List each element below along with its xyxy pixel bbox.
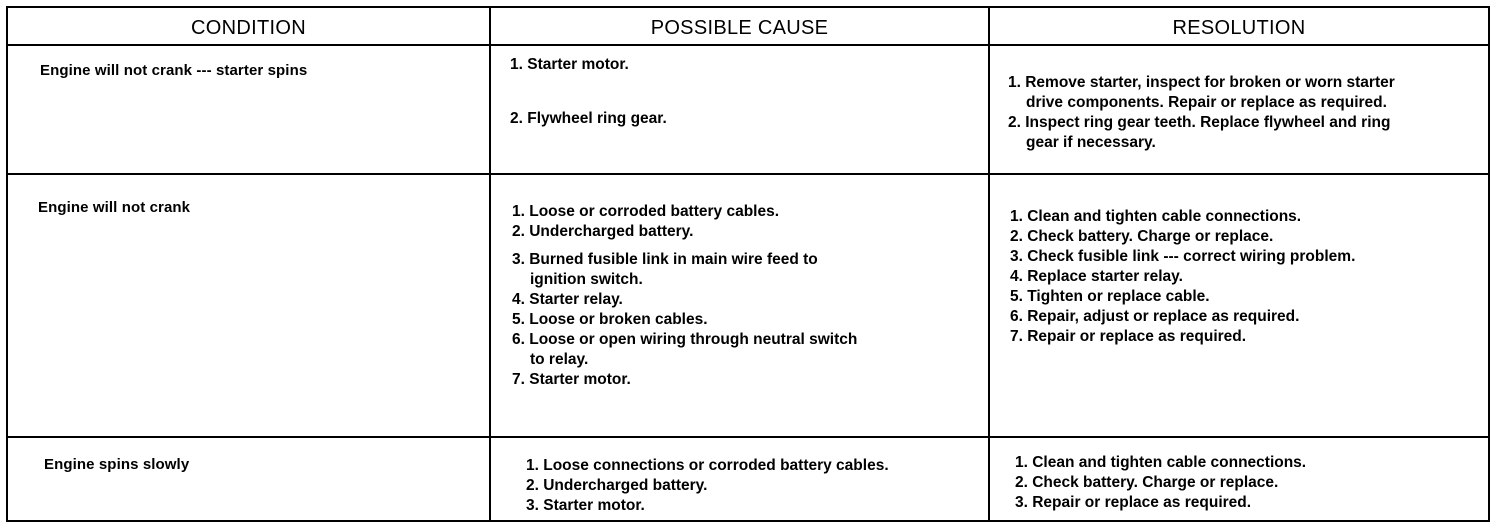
row-3-resolution-2: 2. Check battery. Charge or replace.: [1015, 474, 1279, 491]
row-1-cause-2: 2. Flywheel ring gear.: [510, 110, 667, 127]
column-divider-1: [489, 6, 491, 522]
header-divider: [6, 44, 1490, 46]
row-2-resolution-5: 5. Tighten or replace cable.: [1010, 288, 1210, 305]
header-possible-cause: POSSIBLE CAUSE: [650, 17, 829, 39]
row-2-cause-5: 5. Loose or broken cables.: [512, 311, 708, 328]
row-1-resolution-2: 2. Inspect ring gear teeth. Replace flywheel and ring: [1008, 114, 1391, 131]
row-2-resolution-6: 6. Repair, adjust or replace as required.: [1010, 308, 1300, 325]
row-1-resolution-1: 1. Remove starter, inspect for broken or worn starter: [1008, 74, 1395, 91]
row-1-resolution-2-cont: gear if necessary.: [1026, 134, 1156, 151]
row-2-cause-2: 2. Undercharged battery.: [512, 223, 694, 240]
row-divider-1: [6, 173, 1490, 175]
row-2-resolution-4: 4. Replace starter relay.: [1010, 268, 1183, 285]
row-3-cause-3: 3. Starter motor.: [526, 497, 645, 514]
row-1-condition: Engine will not crank --- starter spins: [40, 62, 308, 79]
row-divider-2: [6, 436, 1490, 438]
row-2-resolution-2: 2. Check battery. Charge or replace.: [1010, 228, 1274, 245]
row-3-resolutions: [1015, 453, 1306, 513]
row-2-resolutions: [1010, 207, 1355, 347]
row-2-resolution-7: 7. Repair or replace as required.: [1010, 328, 1247, 345]
row-2-cause-1: 1. Loose or corroded battery cables.: [512, 203, 780, 220]
row-2-condition: Engine will not crank: [38, 199, 191, 216]
header-condition: CONDITION: [191, 17, 306, 39]
row-2-cause-3-cont: ignition switch.: [530, 271, 643, 288]
row-1-resolutions: [1008, 73, 1395, 153]
row-2-cause-6: 6. Loose or open wiring through neutral switch: [512, 331, 858, 348]
row-3-condition: Engine spins slowly: [44, 456, 190, 473]
header-resolution: RESOLUTION: [1172, 17, 1306, 39]
row-2-resolution-3: 3. Check fusible link --- correct wiring problem.: [1010, 248, 1356, 265]
row-3-causes: [526, 456, 889, 516]
row-2-cause-7: 7. Starter motor.: [512, 371, 631, 388]
row-1-cause-1: 1. Starter motor.: [510, 56, 629, 73]
row-1-resolution-1-cont: drive components. Repair or replace as required.: [1026, 94, 1387, 111]
row-3-cause-2: 2. Undercharged battery.: [526, 477, 708, 494]
row-2-cause-3: 3. Burned fusible link in main wire feed to: [512, 251, 818, 268]
row-2-causes: [512, 202, 857, 390]
row-2-resolution-1: 1. Clean and tighten cable connections.: [1010, 208, 1302, 225]
column-divider-2: [988, 6, 990, 522]
row-2-cause-6-cont: to relay.: [530, 351, 589, 368]
row-3-resolution-1: 1. Clean and tighten cable connections.: [1015, 454, 1307, 471]
row-1-causes: [510, 55, 667, 129]
row-3-cause-1: 1. Loose connections or corroded battery cables.: [526, 457, 889, 474]
row-2-cause-4: 4. Starter relay.: [512, 291, 623, 308]
row-3-resolution-3: 3. Repair or replace as required.: [1015, 494, 1252, 511]
